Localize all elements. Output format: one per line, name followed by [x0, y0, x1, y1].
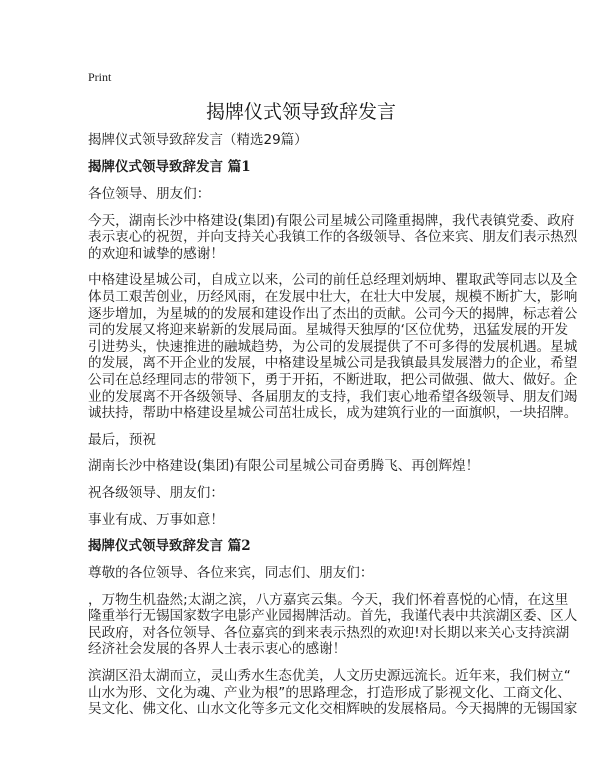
paragraph-line: 祝各级领导、朋友们：: [88, 484, 224, 501]
paragraph-line: 各位领导、朋友们：: [88, 186, 211, 202]
paragraph: [88, 668, 578, 718]
paragraph-line: 最后，预祝: [88, 431, 156, 448]
paragraph-line: 湖南长沙中格建设(集团)有限公司星城公司奋勇腾飞、再创辉煌！: [88, 458, 480, 475]
paragraph-line: 的欢迎和诚挚的感谢！: [88, 245, 224, 262]
paragraph-line: 诚扶持，帮助中格建设星城公司茁壮成长，成为建筑行业的一面旗帜，一块招牌。: [88, 405, 578, 422]
paragraph: [88, 212, 578, 263]
paragraph: [88, 432, 514, 449]
paragraph-line: 今天，湖南长沙中格建设(集团)有限公司星城公司隆重揭牌，我代表镇党委、政府: [88, 212, 575, 229]
paragraph-line: 的发展，离不开企业的发展，中格建设星城公司是我镇最具发展潜力的企业，希望: [88, 355, 578, 372]
paragraph-line: 中格建设星城公司，自成立以来，公司的前任总经理刘炳坤、瞿取武等同志以及全: [88, 272, 578, 289]
paragraph: [88, 565, 514, 582]
print-label: Print: [88, 70, 112, 84]
document-body: [88, 132, 578, 728]
paragraph-line: ，万物生机盎然;太湖之滨，八方嘉宾云集。今天，我们怀着喜悦的心情，在这里: [88, 591, 569, 608]
paragraph: [88, 186, 514, 203]
paragraph: [88, 591, 578, 658]
paragraph-line: 经济社会发展的各界人士表示衷心的感谢！: [88, 641, 347, 658]
paragraph: [88, 485, 514, 502]
document-subtitle: 揭牌仪式领导致辞发言（精选29篇）: [88, 132, 308, 148]
section-heading: 揭牌仪式领导致辞发言 篇1: [88, 159, 251, 175]
paragraph-line: 引进势头，快速推进的融城趋势，为公司的发展提供了不可多得的发展机遇。星城: [88, 338, 578, 355]
paragraph-line: 滨湖区沿太湖而立，灵山秀水生态优美，人文历史源远流长。近年来，我们树立“: [88, 668, 571, 685]
document-title: 揭牌仪式领导致辞发言: [205, 101, 396, 123]
paragraph-line: 尊敬的各位领导、各位来宾，同志们、朋友们：: [88, 565, 374, 582]
paragraph-line: 司的发展又将迎来崭新的发展局面。星城得天独厚的‘区位优势，迅猛发展的开发: [88, 322, 569, 339]
paragraph-line: 表示衷心的祝贺，并向支持关心我镇工作的各级领导、各位来宾、朋友们表示热烈: [88, 229, 578, 246]
paragraph-line: 吴文化、佛文化、山水文化等多元文化交相辉映的发展格局。今天揭牌的无锡国家: [88, 701, 578, 718]
paragraph-line: 公司在总经理同志的带领下，勇于开拓，不断进取，把公司做强、做大、做好。企: [88, 371, 578, 388]
section-heading: 揭牌仪式领导致辞发言 篇2: [88, 538, 251, 555]
paragraph-line: 事业有成、万事如意！: [88, 511, 224, 528]
paragraph: [88, 458, 514, 475]
paragraph-line: 体员工艰苦创业，历经风雨，在发展中壮大，在壮大中发展，规模不断扩大，影响: [88, 288, 578, 305]
paragraph-line: 业的发展离不开各级领导、各届朋友的支持，我们衷心地希望各级领导、朋友们竭: [88, 388, 578, 405]
paragraph: [88, 512, 514, 529]
paragraph-line: 隆重举行无锡国家数字电影产业园揭牌活动。首先，我谨代表中共滨湖区委、区人: [88, 608, 578, 625]
paragraph-line: 逐步增加，为星城的的发展和建设作出了杰出的贡献。公司今天的揭牌，标志着公: [88, 305, 578, 322]
paragraph: [88, 272, 578, 422]
paragraph-line: 民政府，对各位领导、各位嘉宾的到来表示热烈的欢迎!对长期以来关心支持滨湖: [88, 624, 570, 641]
paragraph-line: 山水为形、文化为魂、产业为根”的思路理念，打造形成了影视文化、工商文化、: [88, 684, 571, 701]
